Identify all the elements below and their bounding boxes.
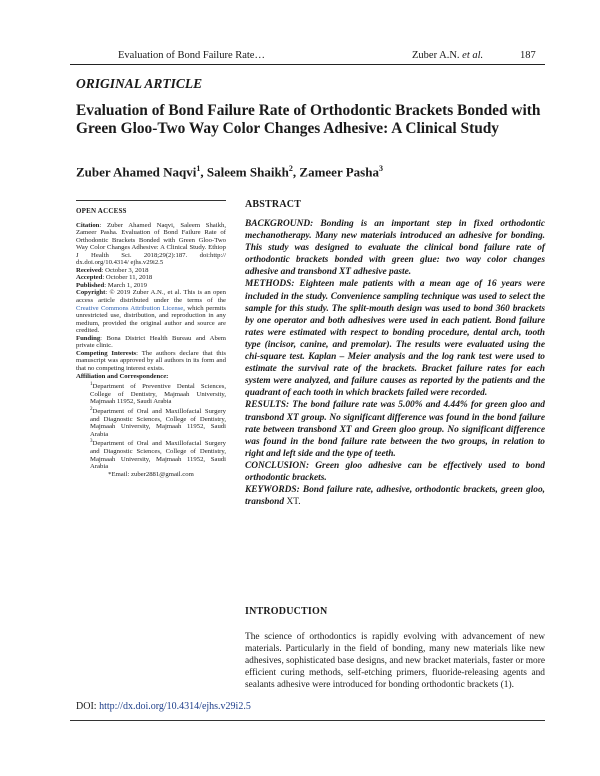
author-name: Zuber Ahamed Naqvi bbox=[76, 164, 197, 180]
affiliation-marker: 2 bbox=[90, 406, 93, 412]
received-date: Received: October 3, 2018 bbox=[76, 266, 149, 274]
affiliation-text: Department of Oral and Maxillofacial Surgery and Diagnostic Sciences, College of Dentistry, Majmaah University, Majmaah 11952, Saudi Arabia bbox=[90, 440, 226, 471]
competing-interests: Competing Interests: The authors declare that this manuscript was approved by all authors in its form and that no competing interest exists. bbox=[76, 349, 226, 372]
affiliation-marker: 1 bbox=[90, 382, 93, 388]
introduction-heading: INTRODUCTION bbox=[245, 606, 328, 617]
accepted-date: Accepted: October 11, 2018 bbox=[76, 274, 153, 282]
footer-divider bbox=[70, 720, 545, 721]
author-affiliation-marker: 2 bbox=[288, 164, 293, 173]
article-type: ORIGINAL ARTICLE bbox=[76, 76, 203, 91]
funding: Funding: Bona District Health Bureau and Abem private clinic. bbox=[76, 334, 226, 350]
running-header-author: Zuber A.N. et al. bbox=[412, 50, 484, 61]
abstract-body bbox=[245, 218, 545, 508]
license-link[interactable]: Creative Commons Attribution License bbox=[76, 304, 184, 312]
affiliation-text: Department of Oral and Maxillofacial Surgery and Diagnostic Sciences, College of Dentistry, Majmaah University, Majmaah 11952, Saudi Arabia bbox=[90, 408, 226, 438]
open-access-label: OPEN ACCESS bbox=[76, 207, 127, 215]
affiliation-item bbox=[76, 406, 226, 438]
introduction-body bbox=[245, 631, 545, 691]
author-separator: , bbox=[292, 164, 300, 180]
sidebar-divider bbox=[76, 200, 226, 201]
header-divider bbox=[70, 64, 545, 65]
published-date: Published: March 1, 2019 bbox=[76, 281, 147, 289]
author-name: Saleem Shaikh bbox=[206, 164, 289, 180]
abstract-conclusion: CONCLUSION: Green gloo adhesive can be effectively used to bond orthodontic brackets. bbox=[245, 460, 545, 483]
abstract-results: RESULTS: The bond failure rate was 5.00% and 4.44% for green gloo and transbond XT group. No significant difference was found in the bond failure rate between transbond XT and Green gloo group. No significant difference was found in the bond failure rate between the two groups, in relation to right and left side and the type of teeth. bbox=[245, 400, 545, 459]
doi-line: DOI: http://dx.doi.org/10.4314/ejhs.v29i2.5 bbox=[76, 701, 251, 712]
affiliation-text: Department of Preventive Dental Sciences, College of Dentistry, Majmaah University, Majmaah 11952, Saudi Arabia bbox=[90, 383, 226, 406]
author-affiliation-marker: 1 bbox=[196, 164, 201, 173]
abstract-heading: ABSTRACT bbox=[245, 199, 302, 210]
citation: Citation: Zuber Ahamed Naqvi, Saleem Shaikh, Zameer Pasha. Evaluation of Bond Failure Rate of Orthodontic Brackets Bonded with Green Gloo-Two Way Color Changes Adhesive: A Clinical Study. Ethiop J Health Sci. 2018;29(2):187. doi:http:// dx.doi.org/10.4314/ ejhs.v29i2.5 bbox=[76, 221, 226, 267]
author-separator: , bbox=[200, 164, 207, 180]
doi-link[interactable]: http://dx.doi.org/10.4314/ejhs.v29i2.5 bbox=[99, 701, 251, 712]
abstract-background: BACKGROUND: Bonding is an important step in fixed orthodontic mechanotherapy. Many new materials introduced an adhesive for bonding. This study was designed to evaluate the clinical bond failure rate of orthodontic brackets bonded with green glue: two way color changes adhesive and transbond XT adhesive paste. bbox=[245, 219, 545, 278]
abstract-methods: METHODS: Eighteen male patients with a mean age of 16 years were included in the study. Convenience sampling technique was used to select the sample for this study. The split-mouth design was used to bond 360 brackets by one operator and both adhesives were used in each patient. Bond failure rates were estimated with respect to bonding procedure, dental arch, tooth type (incisor, canine, and premolar). The results were evaluated using the chi-square test. Kaplan – Meier analysis and the log rank test were used to estimate the survival rate of the brackets. Bracket failure rates for each system were analyzed, and failure causes as reported by the patients and the quadrant of each tooth in which brackets failed were recorded. bbox=[245, 279, 545, 399]
affiliation-item bbox=[76, 381, 226, 406]
article-title: Evaluation of Bond Failure Rate of Orthodontic Brackets Bonded with Green Gloo-Two Way Color Changes Adhesive: A Clinical Study bbox=[76, 102, 541, 137]
copyright-notice: Copyright: © 2019 Zuber A.N., et al. This is an open access article distributed under the terms of the Creative Commons Attribution License, which permits unrestricted use, distribution, and reproduction in any medium, provided the original author and source are credited. bbox=[76, 289, 227, 335]
page-number: 187 bbox=[520, 50, 536, 61]
affiliation-item bbox=[76, 438, 226, 470]
introduction-paragraph: The science of orthodontics is rapidly evolving with advancement of new materials. Particularly in the field of bonding, many new materials like new adhesives, sophisticated base designs, and new bracket materials, faster or more efficient curing methods, self-etching primers, fluoride-releasing agents and sealants adhesive were introduced for bonding orthodontic brackets (1). bbox=[245, 632, 545, 691]
author-list bbox=[76, 164, 383, 180]
abstract-keywords: KEYWORDS: Bond failure rate, adhesive, orthodontic brackets, green gloo, transbond XT. bbox=[245, 485, 545, 508]
article-info-sidebar bbox=[76, 200, 226, 478]
running-header-title: Evaluation of Bond Failure Rate… bbox=[118, 50, 265, 61]
affiliation-heading: Affiliation and Correspondence: bbox=[76, 373, 169, 381]
affiliation-marker: 3 bbox=[90, 439, 93, 445]
affiliation-list bbox=[76, 381, 226, 471]
author-name: Zameer Pasha bbox=[299, 164, 379, 180]
correspondence-email: *Email: zuber2881@gmail.com bbox=[108, 470, 194, 478]
author-affiliation-marker: 3 bbox=[378, 164, 383, 173]
